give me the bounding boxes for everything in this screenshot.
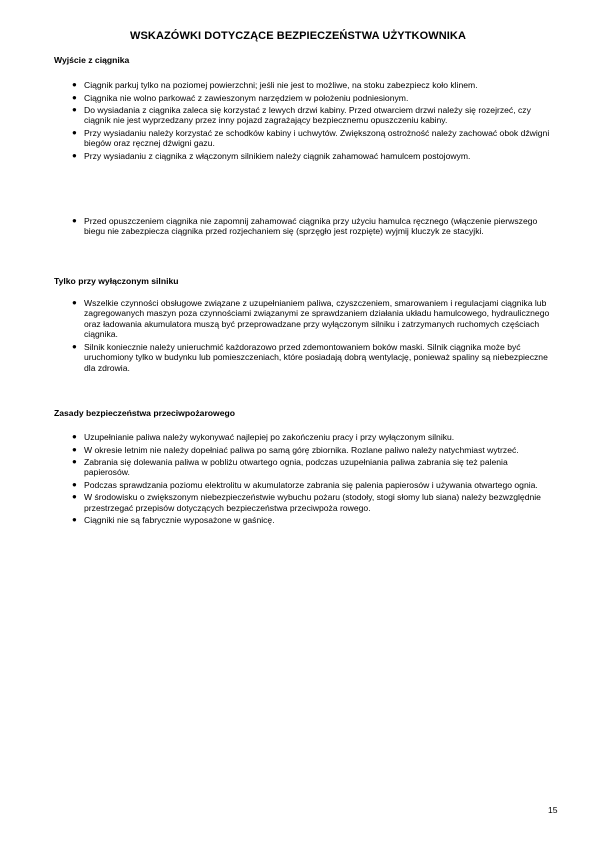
list-item: ● Silnik koniecznie należy unieruchmić każdorazowo przed zdemontowaniem boków maski. Silnik ciągnika może być uruchomiony tylko w budynku lub pomieszczeniach, które posiadają dobrą wentylację, ponieważ spaliny są niebezpieczne dla zdrowia. <box>72 341 548 373</box>
list-fire-safety <box>72 432 554 528</box>
bullet-icon: ● <box>72 216 77 225</box>
list-item: ● Zabrania się dolewania paliwa w pobliżu otwartego ognia, podczas uzupełniania paliwa zabrania się też palenia papierosów. <box>72 457 508 478</box>
bullet-icon: ● <box>72 298 77 307</box>
list-item: ● Do wysiadania z ciągnika zaleca się korzystać z lewych drzwi kabiny. Przed otwarciem drzwi należy się rozejrzeć, czy ciągnik nie jest wyprzedzany przez inny pojazd zagrażający bezpiecznemu opuszczeniu kabiny. <box>72 105 531 126</box>
bullet-icon: ● <box>72 80 77 89</box>
bullet-icon: ● <box>72 341 77 351</box>
list-item: ● Ciągniki nie są fabrycznie wyposażone w gaśnicę. <box>72 515 275 526</box>
list-item: ● W środowisku o zwiększonym niebezpieczeństwie wybuchu pożaru (stodoły, stogi słomy lub siana) należy bezwzględnie przestrzegać przepisów dotyczących bezpieczeństwa przeciwpoża rowego. <box>72 492 541 513</box>
list-item: ● Przy wysiadaniu z ciągnika z włączonym silnikiem należy ciągnik zahamować hamulcem postojowym. <box>72 150 471 161</box>
bullet-icon: ● <box>72 444 77 454</box>
list-item: ● W okresie letnim nie należy dopełniać paliwa po samą górę zbiornika. Rozlane paliwo należy natychmiast wytrzeć. <box>72 444 519 455</box>
bullet-icon: ● <box>72 515 77 525</box>
section-heading-fire-safety: Zasady bezpieczeństwa przeciwpożarowego <box>54 408 235 418</box>
list-item: ● Uzupełnianie paliwa należy wykonywać najlepiej po zakończeniu pracy i przy wyłączonym silniku. <box>72 432 455 442</box>
list-item: ● Ciągnika nie wolno parkować z zawieszonym narzędziem w położeniu podniesionym. <box>72 92 409 103</box>
bullet-icon: ● <box>72 432 77 441</box>
bullet-icon: ● <box>72 127 77 137</box>
bullet-icon: ● <box>72 479 77 489</box>
list-item: ● Przed opuszczeniem ciągnika nie zapomnij zahamować ciągnika przy użyciu hamulca ręcznego (włączenie pierwszego biegu nie zabezpiecza ciągnika przed rozjechaniem się (sprzęgło jest rozpięte) wyjmij kluczyk ze stacyjki. <box>72 216 538 237</box>
bullet-icon: ● <box>72 92 77 102</box>
bullet-icon: ● <box>72 457 77 466</box>
page-title: WSKAZÓWKI DOTYCZĄCE BEZPIECZEŃSTWA UŻYTKOWNIKA <box>129 30 466 42</box>
page-number: 15 <box>548 805 558 815</box>
list-exit-extra <box>72 216 554 239</box>
list-engine-off <box>72 298 554 375</box>
bullet-icon: ● <box>72 105 77 114</box>
list-item: ● Ciągnik parkuj tylko na poziomej powierzchni; jeśli nie jest to możliwe, na stoku zabezpiecz koło klinem. <box>72 80 478 90</box>
list-exit <box>72 80 554 163</box>
bullet-icon: ● <box>72 492 77 502</box>
bullet-icon: ● <box>72 150 77 160</box>
list-item: ● Wszelkie czynności obsługowe związane z uzupełnianiem paliwa, czyszczeniem, smarowaniem i regulacjami ciągnika lub zagregowanych maszyn poza czynnościami związanymi ze sprawdzaniem działania układu hamulcowego, hydraulicznego oraz ładowania akumulatora muszą być przeprowadzane przy wyłączonym silniku i zatrzymanych ruchomych częściach ciągnika. <box>72 298 550 340</box>
section-heading-engine-off: Tylko przy wyłączonym silniku <box>54 276 179 286</box>
list-item: ● Podczas sprawdzania poziomu elektrolitu w akumulatorze zabrania się palenia papierosów i używania otwartego ognia. <box>72 479 538 490</box>
section-heading-exit: Wyjście z ciągnika <box>54 55 130 65</box>
list-item: ● Przy wysiadaniu należy korzystać ze schodków kabiny i uchwytów. Zwiększoną ostrożność należy zachować obok dźwigni biegów oraz ręcznej dźwigni gazu. <box>72 127 550 149</box>
